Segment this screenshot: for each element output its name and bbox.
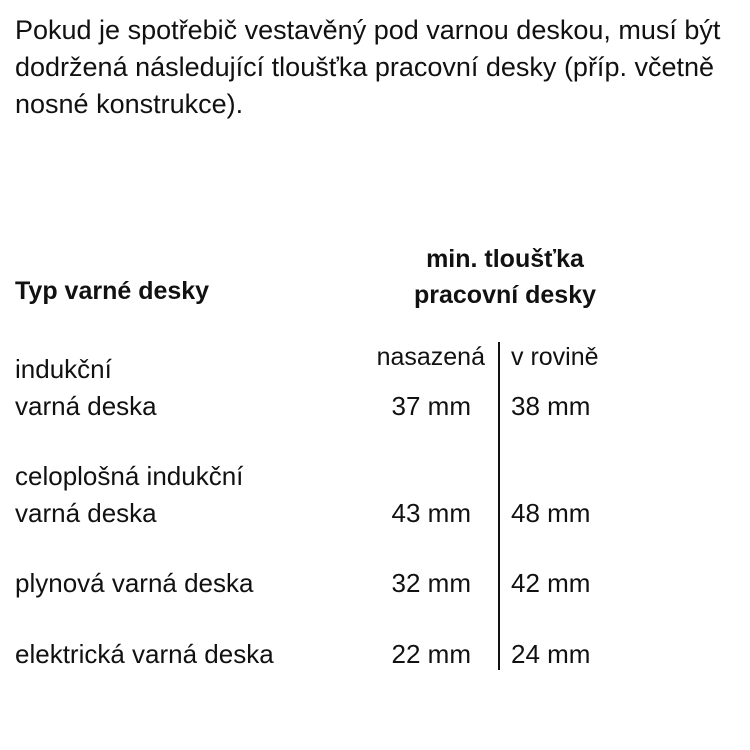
- row-value-inset: 37 mm: [391, 391, 471, 421]
- header-min-thickness-line2: pracovní desky: [413, 281, 597, 309]
- row-label-line1: elektrická varná deska: [15, 639, 274, 669]
- row-value-flush: 42 mm: [511, 568, 591, 598]
- row-label-line1: indukční: [15, 354, 112, 384]
- row-label-line1: celoplošná indukční: [15, 461, 244, 491]
- header-cooktop-type: Typ varné desky: [15, 277, 210, 305]
- row-value-inset: 32 mm: [391, 568, 471, 598]
- row-value-inset: 22 mm: [391, 639, 471, 669]
- subheader-inset: nasazená: [376, 343, 485, 371]
- row-value-flush: 24 mm: [511, 639, 591, 669]
- intro-paragraph: Pokud je spotřebič vestavěný pod varnou deskou, musí být dodržená následující tloušťka pracovní desky (příp. včetně nosné konstrukce).: [15, 15, 721, 119]
- row-label-line1: plynová varná deska: [15, 568, 254, 598]
- row-value-flush: 38 mm: [511, 391, 591, 421]
- row-value-inset: 43 mm: [391, 498, 471, 528]
- header-min-thickness-line1: min. tloušťka: [426, 245, 584, 273]
- row-label-line2: varná deska: [15, 498, 157, 528]
- row-label: [15, 636, 274, 673]
- row-value-flush: 48 mm: [511, 498, 591, 528]
- row-label-line2: varná deska: [15, 391, 157, 421]
- subheader-flush: v rovině: [511, 343, 599, 371]
